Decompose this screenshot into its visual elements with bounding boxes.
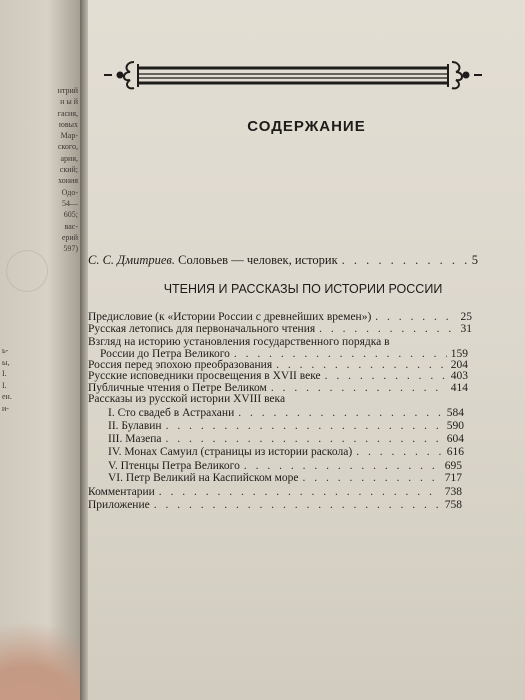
toc-entry — [88, 336, 472, 348]
toc-entry-title: России до Петра Великого — [100, 348, 230, 360]
left-page-text-column — [8, 85, 78, 254]
toc-entry-page: 204 — [450, 359, 468, 371]
left-page-line: ь- — [2, 346, 9, 355]
toc-entry-page: 584 — [446, 407, 464, 419]
toc-entry — [108, 460, 462, 472]
left-page-line: ерий — [61, 232, 78, 242]
toc-entry — [88, 486, 462, 498]
toc-entry-page: 616 — [446, 446, 464, 458]
left-page-line: I. — [2, 380, 7, 390]
toc-entry-title: Предисловие (к «Истории России с древнейших времен») — [88, 311, 372, 323]
library-stamp — [6, 250, 48, 292]
left-page-line: н ы й — [60, 97, 78, 107]
toc-entry-title: Рассказы из русской истории XVIII века — [88, 393, 286, 405]
toc-entry-page: 695 — [444, 460, 462, 472]
toc-entry-page: 31 — [460, 323, 472, 335]
header-ornament — [98, 56, 488, 92]
essay-author: С. С. Дмитриев. — [88, 253, 175, 267]
toc-entry — [88, 323, 472, 335]
toc-entry-title: Россия перед эпохою преобразования — [88, 359, 273, 371]
left-page-line: ского, — [57, 142, 78, 152]
book-spine — [80, 0, 88, 700]
toc-entry-title: I. Сто свадеб в Астрахани — [108, 407, 235, 419]
left-page-line: I. — [2, 369, 7, 378]
toc-entry-page: 738 — [444, 486, 462, 498]
left-page-line: ювых — [58, 119, 78, 129]
left-page-line: ен. — [2, 392, 12, 401]
toc-entry-page: 414 — [450, 382, 468, 394]
toc-entry-title: II. Булавин — [108, 420, 162, 432]
toc-entry-page: 403 — [450, 370, 468, 382]
toc-entry-title: Взгляд на историю установления государственного порядка в — [88, 336, 390, 348]
left-page-line: вас- — [64, 221, 78, 231]
essay-page: 5 — [471, 253, 478, 267]
page-title: СОДЕРЖАНИЕ — [247, 118, 366, 135]
toc-entry — [88, 499, 462, 511]
left-page-line: ы, — [2, 357, 10, 367]
toc-entry-title: Публичные чтения о Петре Великом — [88, 382, 267, 394]
toc-entry — [88, 370, 468, 382]
toc-entry-page: 590 — [446, 420, 464, 432]
toc-entry-page: 758 — [444, 499, 462, 511]
left-page-line: нтрий — [57, 86, 78, 95]
toc-entry — [108, 420, 464, 432]
toc-entry — [88, 311, 472, 323]
toc-entry — [108, 407, 464, 419]
toc-entry-page: 25 — [460, 311, 472, 323]
toc-entry — [88, 393, 468, 405]
essay-title: Соловьев — человек, историк — [178, 253, 338, 267]
left-page-line: 54— — [62, 198, 78, 208]
left-page-line: хония — [58, 176, 78, 186]
left-page-line: гасия, — [57, 108, 78, 118]
hand — [0, 620, 80, 700]
toc-entry — [108, 446, 464, 458]
toc-entry-page: 604 — [446, 433, 464, 445]
left-page-line: Мар- — [60, 131, 78, 141]
contents-page — [88, 0, 525, 700]
left-page-line: Одо- — [61, 187, 78, 197]
toc-entry-title: Русская летопись для первоначального чтения — [88, 323, 316, 335]
left-page-line: и- — [2, 403, 9, 413]
toc-entry-page: 159 — [450, 348, 468, 360]
left-page — [0, 0, 80, 700]
toc-entry — [108, 472, 462, 484]
left-page-line: 605; — [63, 210, 78, 220]
toc-entry-page: 717 — [444, 472, 462, 484]
toc-entry-title: Комментарии — [88, 486, 155, 498]
left-page-text-column-lower — [2, 345, 22, 414]
section-title: ЧТЕНИЯ И РАССКАЗЫ ПО ИСТОРИИ РОССИИ — [163, 282, 443, 296]
toc-entry-title: VI. Петр Великий на Каспийском море — [108, 472, 299, 484]
toc-entry-title: V. Птенцы Петра Великого — [108, 460, 240, 472]
toc-entry-title: IV. Монах Самуил (страницы из истории раскола) — [108, 446, 353, 458]
toc-entry-title: Приложение — [88, 499, 150, 511]
toc-entry-title: III. Мазепа — [108, 433, 162, 445]
toc-entry-title: Русские исповедники просвещения в XVII веке — [88, 370, 321, 382]
left-page-line: ский; — [59, 165, 78, 175]
essay-entry — [88, 253, 478, 268]
left-page-line: ария, — [60, 153, 78, 163]
toc-entry — [108, 433, 464, 445]
left-page-line: 597) — [63, 244, 78, 254]
